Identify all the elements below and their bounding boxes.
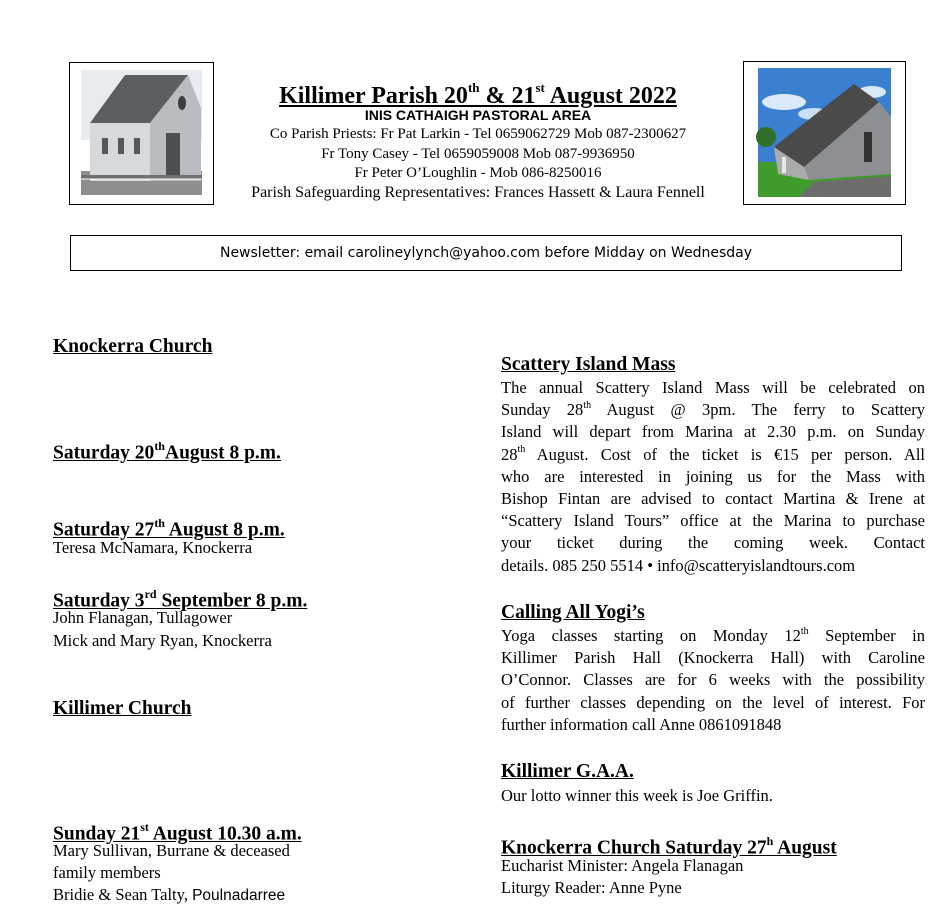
yoga-heading: Calling All Yogi’s (501, 602, 645, 623)
yoga-line: further information call Anne 0861091848 (501, 714, 782, 734)
scattery-line: 28th August. Cost of the ticket is €15 per person. All (501, 444, 925, 464)
pastoral-area: INIS CATHAIGH PASTORAL AREA (364, 107, 592, 123)
yoga-line: O’Connor. Classes are for 6 weeks with the possibility (501, 670, 925, 690)
rota-eucharist-minister: Eucharist Minister: Angela Flanagan (501, 856, 744, 875)
killimer-church-heading: Killimer Church (53, 698, 192, 719)
sat3-intention-1: John Flanagan, Tullagower (53, 608, 233, 627)
yoga-line: Yoga classes starting on Monday 12th September in (501, 625, 925, 645)
sat3-intention-2: Mick and Mary Ryan, Knockerra (53, 631, 272, 650)
rota-liturgy-reader: Liturgy Reader: Anne Pyne (501, 878, 682, 897)
page-title: Killimer Parish 20th & 21st August 2022 (279, 80, 677, 109)
scattery-line: Bishop Fintan are advised to contact Martina & Irene at (501, 488, 925, 508)
saturday-3-heading: Saturday 3rd September 8 p.m. (53, 587, 308, 612)
left-church-photo-frame (69, 62, 214, 205)
yoga-line: of further classes depending on the level of interest. For (501, 692, 925, 712)
church-photo-left (70, 63, 213, 204)
scattery-line: who are interested in joining us for the Mass with (501, 466, 925, 486)
sun21-intention-1: Mary Sullivan, Burrane & deceased (53, 841, 290, 860)
knockerra-church-heading: Knockerra Church (53, 336, 213, 357)
right-church-photo-frame (743, 61, 906, 205)
scattery-line: “Scattery Island Tours” office at the Marina to purchase (501, 511, 925, 531)
priest-line-3: Fr Peter O’Loughlin - Mob 086-8250016 (354, 165, 602, 181)
scattery-line: Sunday 28th August @ 3pm. The ferry to Scattery (501, 399, 925, 420)
saturday-20-heading: Saturday 20thAugust 8 p.m. (53, 439, 281, 464)
scattery-line: The annual Scattery Island Mass will be celebrated on (501, 378, 925, 397)
sat27-intention-1: Teresa McNamara, Knockerra (53, 538, 253, 557)
sun21-intention-2: Bridie & Sean Talty, Poulnadarree (53, 885, 286, 904)
church-photo-right (744, 62, 905, 204)
gaa-text: Our lotto winner this week is Joe Griffin. (501, 786, 773, 805)
saturday-27-heading: Saturday 27th August 8 p.m. (53, 516, 285, 541)
scattery-line: your ticket during the coming week. Contact (501, 533, 925, 553)
scattery-mass-text (501, 377, 925, 577)
rota-heading: Knockerra Church Saturday 27$^h$ August (501, 834, 837, 859)
sun21-intention-1-cont: family members (53, 863, 161, 882)
scattery-mass-heading: Scattery Island Mass (501, 354, 676, 375)
scattery-line: Island will depart from Marina at 2.30 p.m. on Sunday (501, 422, 925, 442)
gaa-heading: Killimer G.A.A. (501, 761, 634, 782)
yoga-line: Killimer Parish Hall (Knockerra Hall) with Caroline (501, 648, 925, 668)
sunday-21-heading: Sunday 21st August 10.30 a.m. (53, 820, 302, 845)
safeguarding-line: Parish Safeguarding Representatives: Frances Hassett & Laura Fennell (251, 184, 705, 201)
priest-line-1: Co Parish Priests: Fr Pat Larkin - Tel 0659062729 Mob 087-2300627 (269, 126, 687, 142)
scattery-line: details. 085 250 5514 • info@scatteryislandtours.com (501, 555, 856, 575)
priest-line-2: Fr Tony Casey - Tel 0659059008 Mob 087-9936950 (321, 146, 635, 162)
newsletter-notice: Newsletter: email carolineylynch@yahoo.com before Midday on Wednesday (70, 235, 902, 271)
yoga-text (501, 625, 925, 736)
